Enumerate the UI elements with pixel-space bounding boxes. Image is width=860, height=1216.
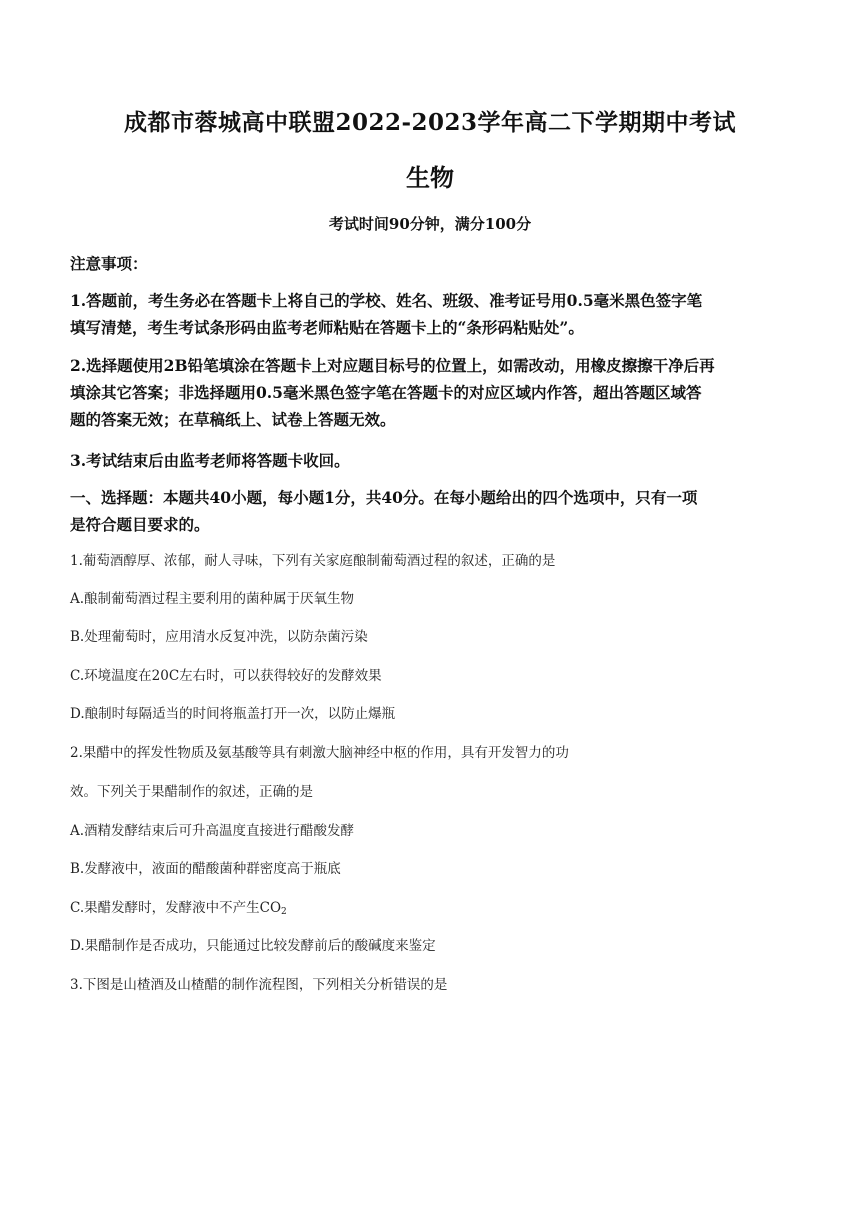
section-1-heading-line-2: 是符合题目要求的。	[70, 515, 210, 534]
notice-heading: 注意事项：	[70, 254, 148, 273]
exam-time-info: 考试时间90分钟，满分100分	[328, 215, 532, 233]
notice-item-2-line-2: 填涂其它答案；非选择题用0.5毫米黑色签字笔在答题卡的对应区域内作答，超出答题区域答	[70, 383, 702, 402]
section-1-heading-line-1: 一、选择题：本题共40小题，每小题1分，共40分。在每小题给出的四个选项中，只有一项	[70, 488, 698, 507]
notice-item-2-line-3: 题的答案无效；在草稿纸上、试卷上答题无效。	[70, 410, 396, 429]
question-2-stem-line-1: 2.果醋中的挥发性物质及氨基酸等具有刺激大脑神经中枢的作用，具有开发智力的功	[70, 745, 569, 761]
question-1-stem: 1.葡萄酒醇厚、浓郁，耐人寻味，下列有关家庭酿制葡萄酒过程的叙述，正确的是	[70, 553, 556, 569]
exam-title: 成都市蓉城高中联盟2022-2023学年高二下学期期中考试	[123, 109, 737, 136]
question-1-option-d: D.酿制时每隔适当的时间将瓶盖打开一次，以防止爆瓶	[70, 706, 396, 722]
question-2-option-b: B.发酵液中，液面的醋酸菌种群密度高于瓶底	[70, 861, 341, 877]
co2-subscript: 2	[281, 907, 287, 917]
notice-item-3: 3.考试结束后由监考老师将答题卡收回。	[70, 451, 350, 470]
question-1-option-a: A.酿制葡萄酒过程主要利用的菌种属于厌氧生物	[70, 591, 355, 607]
question-1-option-b: B.处理葡萄时，应用清水反复冲洗，以防杂菌污染	[70, 629, 368, 645]
question-2-option-a: A.酒精发酵结束后可升高温度直接进行醋酸发酵	[70, 823, 355, 839]
notice-item-1-line-2: 填写清楚，考生考试条形码由监考老师粘贴在答题卡上的“条形码粘贴处”。	[70, 318, 584, 337]
question-2-option-c-text: C.果醋发酵时，发酵液中不产生CO	[70, 900, 282, 916]
question-3-stem: 3.下图是山楂酒及山楂醋的制作流程图，下列相关分析错误的是	[70, 977, 448, 993]
notice-item-2-line-1: 2.选择题使用2B铅笔填涂在答题卡上对应题目标号的位置上，如需改动，用橡皮擦擦干净后再	[70, 356, 715, 375]
subject-title: 生物	[406, 163, 454, 192]
notice-item-1-line-1: 1.答题前，考生务必在答题卡上将自己的学校、姓名、班级、准考证号用0.5毫米黑色签字笔	[70, 291, 703, 310]
question-2-option-c	[70, 898, 794, 922]
question-1-option-c: C.环境温度在20C左右时，可以获得较好的发酵效果	[70, 668, 382, 684]
question-2-stem-line-2: 效。下列关于果醋制作的叙述，正确的是	[70, 784, 313, 800]
question-2-option-d: D.果醋制作是否成功，只能通过比较发酵前后的酸碱度来鉴定	[70, 938, 436, 954]
